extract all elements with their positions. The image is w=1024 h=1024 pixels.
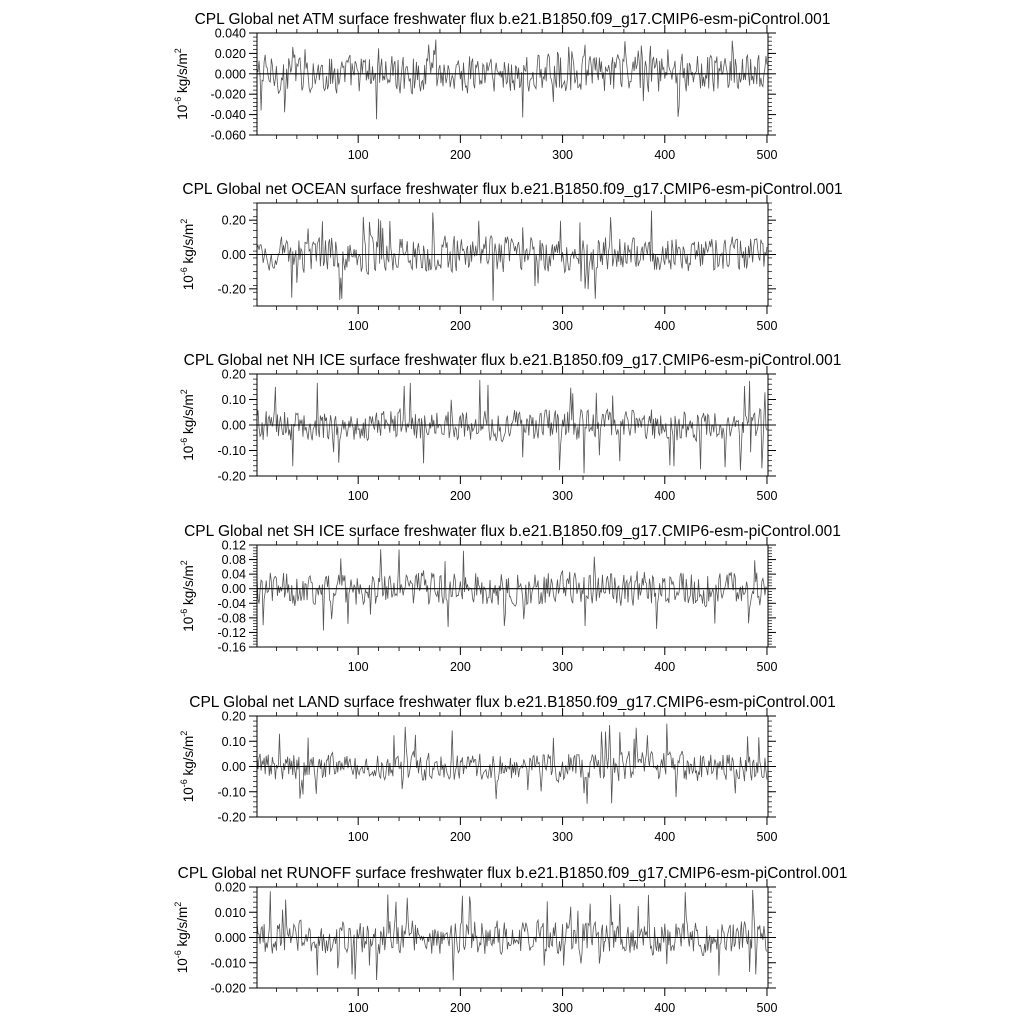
y-tick-label: 0.10 <box>221 393 246 407</box>
y-axis-label <box>173 902 190 974</box>
y-tick-label: 0.000 <box>214 67 246 82</box>
y-tick-label: -0.04 <box>217 596 246 611</box>
x-tick-label: 300 <box>552 660 574 674</box>
y-label-exponent: -6 <box>179 437 189 446</box>
y-label-exponent: -6 <box>173 96 183 105</box>
y-tick-label: 0.00 <box>221 418 246 433</box>
data-series-line <box>257 210 767 300</box>
x-tick-label: 400 <box>654 830 676 844</box>
y-tick-label: 0.00 <box>221 248 246 262</box>
chart-panel-4 <box>179 523 841 674</box>
x-tick-label: 500 <box>756 148 778 162</box>
chart-panel-3 <box>179 352 841 503</box>
y-tick-label: 0.20 <box>221 213 246 228</box>
x-tick-label: 100 <box>347 148 369 162</box>
x-tick-label: 300 <box>552 489 574 503</box>
x-tick-label: 400 <box>654 489 676 503</box>
y-label-unit: kg/s/m <box>175 906 190 951</box>
y-tick-label: -0.020 <box>210 981 246 996</box>
y-label-base: 10 <box>181 616 196 632</box>
y-tick-label: -0.16 <box>217 640 246 655</box>
y-tick-label: -0.020 <box>210 87 246 102</box>
y-label-exponent: -6 <box>173 950 183 959</box>
y-label-base: 10 <box>181 787 196 803</box>
y-tick-label: 0.20 <box>221 709 246 724</box>
x-tick-label: 100 <box>347 319 369 333</box>
x-tick-label: 500 <box>756 830 778 844</box>
y-label-unit: kg/s/m <box>181 394 196 438</box>
y-label-exponent: -6 <box>179 779 189 788</box>
x-tick-label: 300 <box>552 830 574 844</box>
y-tick-label: 0.08 <box>221 553 246 568</box>
chart-panel-6 <box>173 865 847 1015</box>
x-tick-label: 300 <box>552 148 574 162</box>
data-series-line <box>257 890 767 980</box>
chart-title: CPL Global net OCEAN surface freshwater flux b.e21.B1850.f09_g17.CMIP6-esm-piControl.001 <box>182 181 843 198</box>
x-tick-label: 400 <box>654 319 676 333</box>
y-tick-label: 0.10 <box>221 734 246 749</box>
y-label-square: 2 <box>173 901 183 907</box>
x-tick-label: 100 <box>347 830 369 844</box>
y-tick-label: 0.000 <box>214 931 246 945</box>
x-tick-label: 100 <box>347 489 369 503</box>
x-tick-label: 500 <box>756 1001 778 1015</box>
y-tick-label: -0.040 <box>210 108 246 123</box>
y-label-square: 2 <box>179 730 189 736</box>
chart-title: CPL Global net NH ICE surface freshwater flux b.e21.B1850.f09_g17.CMIP6-esm-piControl.001 <box>183 352 842 369</box>
y-tick-label: -0.20 <box>217 282 246 297</box>
chart-title: CPL Global net LAND surface freshwater flux b.e21.B1850.f09_g17.CMIP6-esm-piControl.001 <box>189 694 836 711</box>
x-tick-label: 200 <box>449 830 471 844</box>
y-axis-label <box>173 48 190 120</box>
x-tick-label: 300 <box>552 1001 574 1015</box>
y-tick-label: -0.20 <box>217 810 246 825</box>
x-tick-label: 100 <box>347 660 369 674</box>
y-label-square: 2 <box>179 560 189 566</box>
y-label-unit: kg/s/m <box>181 223 196 268</box>
y-label-exponent: -6 <box>179 267 189 276</box>
y-axis-label <box>179 389 196 461</box>
x-tick-label: 300 <box>552 319 574 333</box>
y-label-base: 10 <box>181 275 196 291</box>
y-tick-label: -0.10 <box>217 785 246 800</box>
y-tick-label: 0.12 <box>221 538 246 553</box>
y-axis-label <box>179 731 196 803</box>
chart-panel-1 <box>173 11 830 162</box>
y-tick-label: 0.040 <box>214 26 246 41</box>
y-axis-label <box>179 219 196 291</box>
y-tick-label: 0.04 <box>221 567 246 582</box>
y-tick-label: 0.00 <box>221 582 246 597</box>
chart-title: CPL Global net SH ICE surface freshwater flux b.e21.B1850.f09_g17.CMIP6-esm-piControl.001 <box>184 523 841 540</box>
y-label-base: 10 <box>181 445 196 461</box>
y-label-unit: kg/s/m <box>175 53 190 97</box>
chart-panel-2 <box>179 181 843 333</box>
x-tick-label: 200 <box>449 148 471 162</box>
y-axis-label <box>179 560 196 632</box>
y-tick-label: -0.10 <box>217 444 246 458</box>
x-tick-label: 400 <box>654 660 676 674</box>
x-tick-label: 200 <box>449 319 471 333</box>
x-tick-label: 500 <box>756 489 778 503</box>
y-tick-label: 0.020 <box>214 880 246 895</box>
y-tick-label: 0.010 <box>214 905 246 920</box>
y-label-exponent: -6 <box>179 608 189 617</box>
x-tick-label: 200 <box>449 489 471 503</box>
y-tick-label: 0.20 <box>221 367 246 382</box>
plot-frame <box>257 33 768 135</box>
y-label-square: 2 <box>173 48 183 54</box>
y-label-unit: kg/s/m <box>181 735 196 780</box>
x-tick-label: 500 <box>756 660 778 674</box>
data-series-line <box>257 40 767 120</box>
chart-title: CPL Global net ATM surface freshwater flux b.e21.B1850.f09_g17.CMIP6-esm-piControl.001 <box>194 11 831 28</box>
y-tick-label: -0.12 <box>217 625 246 640</box>
x-tick-label: 200 <box>449 660 471 674</box>
data-series-line <box>257 549 767 630</box>
y-tick-label: -0.20 <box>217 469 246 484</box>
chart-panel-5 <box>179 694 836 844</box>
x-tick-label: 400 <box>654 1001 676 1015</box>
y-label-base: 10 <box>175 104 190 120</box>
x-tick-label: 200 <box>449 1001 471 1015</box>
y-label-square: 2 <box>179 389 189 395</box>
y-label-square: 2 <box>179 218 189 224</box>
y-tick-label: -0.08 <box>217 611 246 626</box>
chart-title: CPL Global net RUNOFF surface freshwater flux b.e21.B1850.f09_g17.CMIP6-esm-piControl.001 <box>177 865 848 882</box>
y-label-base: 10 <box>175 958 190 974</box>
data-series-line <box>257 724 767 804</box>
x-tick-label: 500 <box>756 319 778 333</box>
y-tick-label: -0.010 <box>210 956 246 971</box>
y-tick-label: -0.060 <box>210 128 246 143</box>
x-tick-label: 100 <box>347 1001 369 1015</box>
data-series-line <box>257 380 767 473</box>
x-tick-label: 400 <box>654 148 676 162</box>
y-tick-label: 0.020 <box>214 46 246 61</box>
y-label-unit: kg/s/m <box>181 565 196 609</box>
y-tick-label: 0.00 <box>221 760 246 774</box>
